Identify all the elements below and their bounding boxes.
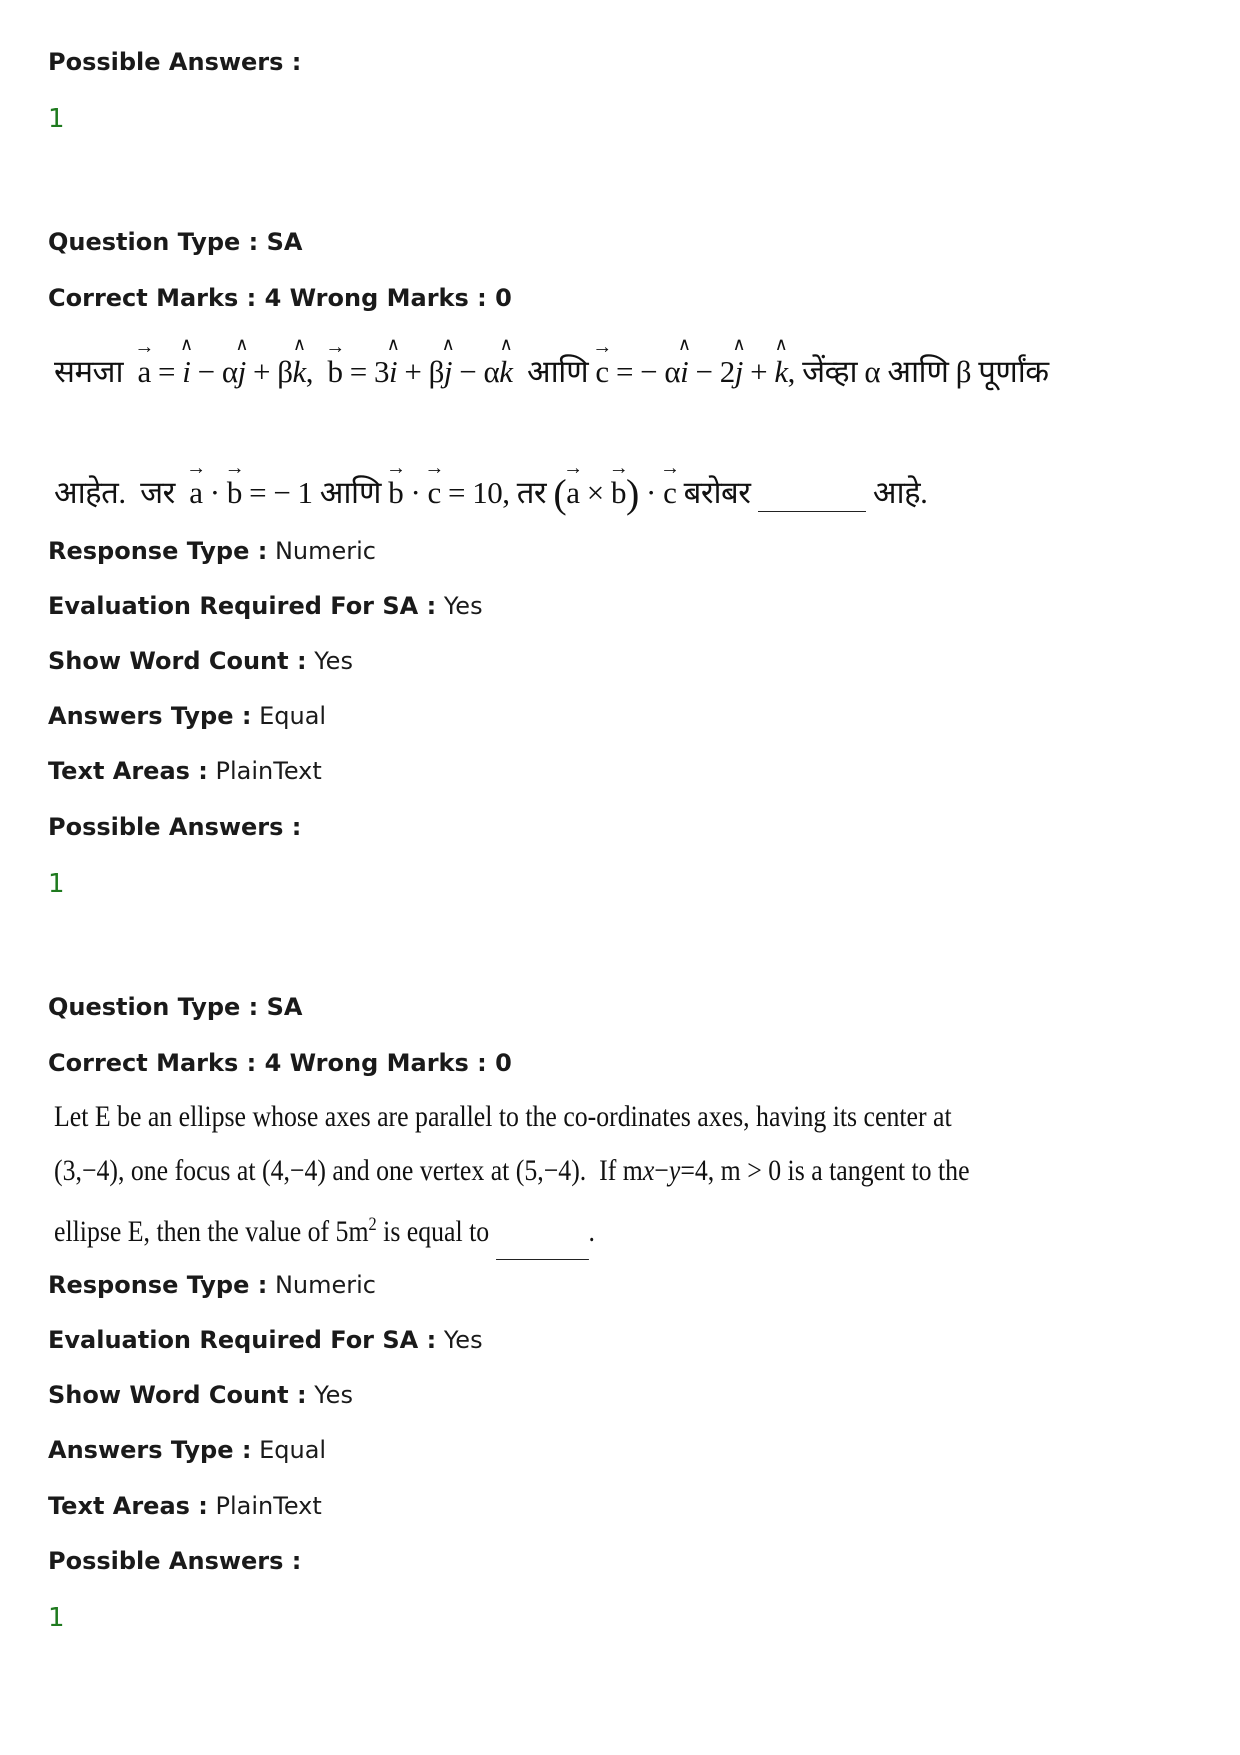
text-areas: Text Areas : PlainText bbox=[48, 1492, 322, 1520]
question-text-line-3: ellipse E, then the value of $5m^2$ is equal to . bbox=[54, 1198, 595, 1260]
answers-type: Answers Type : Equal bbox=[48, 1436, 327, 1464]
question-type: Question Type : SA bbox=[48, 228, 303, 256]
marks-info: Correct Marks : 4 Wrong Marks : 0 bbox=[48, 1049, 512, 1077]
question-text-line-1: समजा → a = ∧ i − α∧ j + β∧ k, → b = 3∧ i + β∧ j − α∧ k आणि → c = − α∧ i − 2∧ j + ∧ k, जेंव्हा α आणि β पूर्णांक bbox=[54, 350, 1049, 392]
question-text-line-2: आहेत. जर → a · → b = − 1 आणि → b · → c = 10, तर (→ a × → b) · → c बरोबर आहे. bbox=[54, 470, 927, 517]
marks-info: Correct Marks : 4 Wrong Marks : 0 bbox=[48, 284, 512, 312]
question-type: Question Type : SA bbox=[48, 993, 303, 1021]
possible-answer-value: 1 bbox=[48, 104, 65, 134]
answers-type: Answers Type : Equal bbox=[48, 702, 327, 730]
possible-answer-value: 1 bbox=[48, 1603, 65, 1633]
show-word-count: Show Word Count : Yes bbox=[48, 1381, 353, 1409]
show-word-count: Show Word Count : Yes bbox=[48, 647, 353, 675]
possible-answer-value: 1 bbox=[48, 869, 65, 899]
response-type: Response Type : Numeric bbox=[48, 537, 376, 565]
possible-answers-label: Possible Answers : bbox=[48, 813, 302, 841]
text-areas: Text Areas : PlainText bbox=[48, 757, 322, 785]
question-word: समजा bbox=[54, 354, 124, 389]
response-type: Response Type : Numeric bbox=[48, 1271, 376, 1299]
evaluation-required: Evaluation Required For SA : Yes bbox=[48, 1326, 483, 1354]
evaluation-required: Evaluation Required For SA : Yes bbox=[48, 592, 483, 620]
possible-answers-label: Possible Answers : bbox=[48, 48, 302, 76]
question-text-line-1: Let E be an ellipse whose axes are parallel to the co-ordinates axes, having its center at bbox=[54, 1100, 952, 1133]
possible-answers-label: Possible Answers : bbox=[48, 1547, 302, 1575]
question-text-line-2: (3,−4), one focus at (4,−4) and one vertex at (5,−4). If mx−y=4, m > 0 is a tangent to the bbox=[54, 1154, 970, 1187]
